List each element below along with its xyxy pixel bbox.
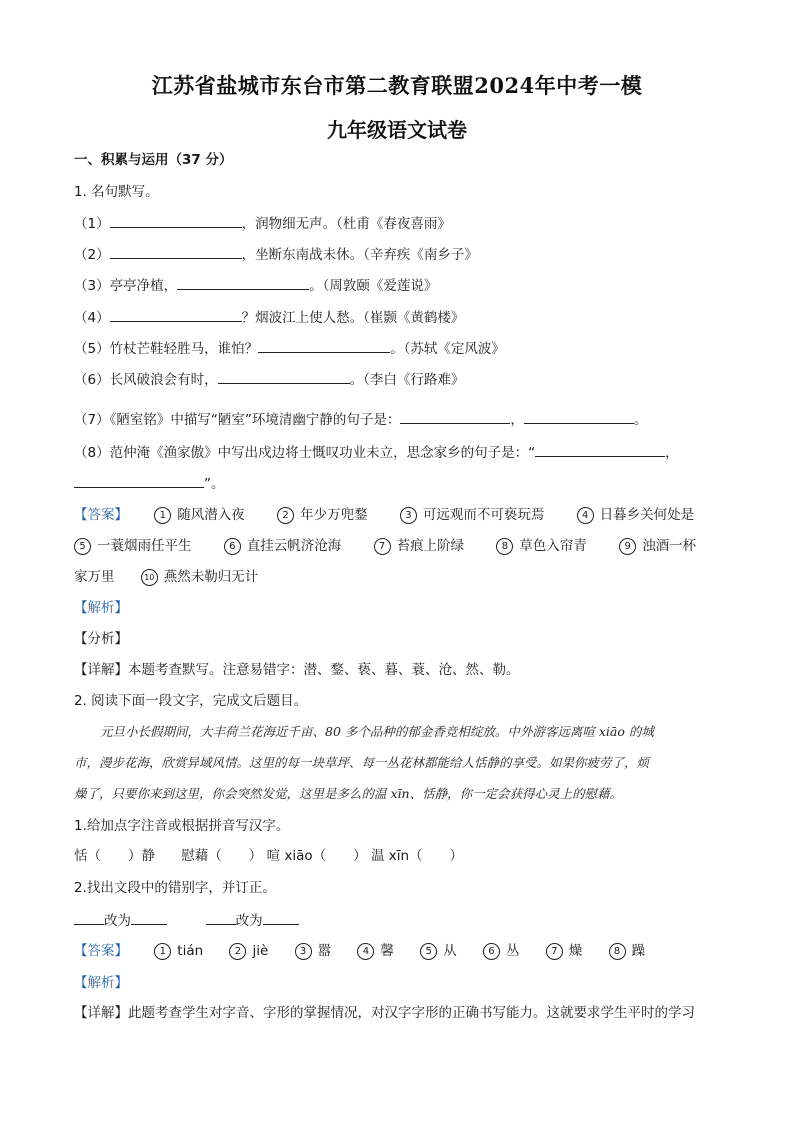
answer-item: 6 直挂云帆济沧海	[224, 538, 342, 554]
analysis-label: 【解析】	[74, 975, 128, 991]
q1-item-8-cont: ”。	[74, 473, 225, 494]
answer-item: 4 日暮乡关何处是	[577, 507, 695, 523]
answer-blank[interactable]	[258, 338, 390, 353]
q1-item-5: （5）竹杖芒鞋轻胜马，谁怕？ 。（苏轼《定风波》	[74, 338, 505, 359]
passage-line: 元旦小长假期间，大丰荷兰花海近千亩、80 多个品种的郁金香竞相绽放。中外游客远离喧 xiāo 的城	[100, 724, 654, 739]
answer-blank[interactable]	[110, 307, 242, 322]
answer-item: 3 可远观而不可亵玩焉	[400, 507, 545, 523]
q2-correction-blanks: 改为 改为	[74, 910, 299, 931]
answer-item: 5 从	[420, 943, 457, 959]
q1-item-8: （8）范仲淹《渔家傲》中写出戍边将士慨叹功业未立，思念家乡的句子是：“ ，	[74, 442, 679, 463]
answer-blank[interactable]	[400, 409, 510, 424]
q1-item-7: （7）《陋室铭》中描写“陋室”环境清幽宁静的句子是： ， 。	[74, 409, 647, 430]
answer-blank[interactable]	[177, 275, 309, 290]
q2-sub2: 2.找出文段中的错别字，并订正。	[74, 880, 276, 896]
q1-item-6: （6）长风破浪会有时， 。（李白《行路难》	[74, 369, 464, 390]
answer-item: 1 随风潜入夜	[154, 507, 245, 523]
answer-blank[interactable]	[110, 244, 242, 259]
answer-item: 8 草色入帘青	[496, 538, 587, 554]
answer-blank[interactable]	[206, 910, 236, 925]
answer-label: 【答案】	[74, 507, 128, 523]
answer-item: 7 燥	[546, 943, 583, 959]
q1-item-3: （3）亭亭净植， 。（周敦颐《爱莲说》	[74, 275, 437, 296]
answer-item: 2 jiè	[229, 943, 268, 959]
document-title: 江苏省盐城市东台市第二教育联盟2024年中考一模	[151, 73, 643, 98]
q1-item-1: （1） ，润物细无声。（杜甫《春夜喜雨》	[74, 213, 451, 234]
answer-label: 【答案】	[74, 943, 128, 959]
answer-blank[interactable]	[110, 213, 242, 228]
answer-item: 3 嚣	[295, 943, 332, 959]
passage-line: 市，漫步花海，欣赏异域风情。这里的每一块草坪、每一丛花林都能给人恬静的享受。如果你疲劳了，烦	[74, 755, 650, 770]
answer-item: 7 苔痕上阶绿	[374, 538, 465, 554]
answer-blank[interactable]	[535, 442, 665, 457]
answer-blank[interactable]	[218, 369, 350, 384]
answer-item: 5 一蓑烟雨任平生	[74, 538, 192, 554]
answer-blank[interactable]	[74, 473, 204, 488]
answer-item: 9 浊酒一杯	[619, 538, 696, 554]
answer-item: 4 馨	[357, 943, 394, 959]
q2-detail: 【详解】此题考查学生对字音、字形的掌握情况，对汉字字形的正确书写能力。这就要求学生平时的学习	[74, 1005, 695, 1021]
answer-blank[interactable]	[131, 910, 167, 925]
document-subtitle: 九年级语文试卷	[327, 118, 467, 142]
q2-sub1-items: 恬（ ）静 慰藉（ ） 喧 xiāo（ ） 温 xīn（ ）	[74, 848, 464, 864]
answer-item: 1 tián	[154, 943, 203, 959]
q1-item-2: （2） ，坐断东南战未休。（辛弃疾《南乡子》	[74, 244, 478, 265]
section-heading: 一、积累与运用（37 分）	[74, 152, 233, 168]
q2-answer-row	[74, 941, 645, 961]
answer-item: 10 燕然未勒归无计	[141, 569, 259, 585]
answer-blank[interactable]	[524, 409, 634, 424]
question-1-heading: 1. 名句默写。	[74, 184, 159, 200]
analysis-label: 【解析】	[74, 600, 128, 616]
passage-line: 燥了，只要你来到这里，你会突然发觉，这里是多么的温 xīn、恬静，你一定会获得心灵上的慰藉。	[74, 786, 623, 801]
answer-blank[interactable]	[74, 910, 104, 925]
answer-item: 2 年少万兜鍪	[277, 507, 368, 523]
q1-answer-row-2	[74, 536, 696, 556]
fenxi-label: 【分析】	[74, 631, 128, 647]
q1-answer-row-1	[74, 505, 694, 525]
answer-item: 8 躁	[609, 943, 646, 959]
q1-detail: 【详解】本题考查默写。注意易错字：潜、鍪、亵、暮、蓑、沧、然、勒。	[74, 662, 520, 678]
answer-blank[interactable]	[263, 910, 299, 925]
q1-item-4: （4） ？烟波江上使人愁。（崔颢《黄鹤楼》	[74, 307, 464, 328]
q1-answer-row-3: 家万里 10 燕然未勒归无计	[74, 569, 259, 585]
question-2-heading: 2. 阅读下面一段文字，完成文后题目。	[74, 693, 308, 709]
reading-passage	[74, 716, 724, 809]
answer-item: 6 丛	[483, 943, 520, 959]
q2-sub1: 1.给加点字注音或根据拼音写汉字。	[74, 818, 290, 834]
